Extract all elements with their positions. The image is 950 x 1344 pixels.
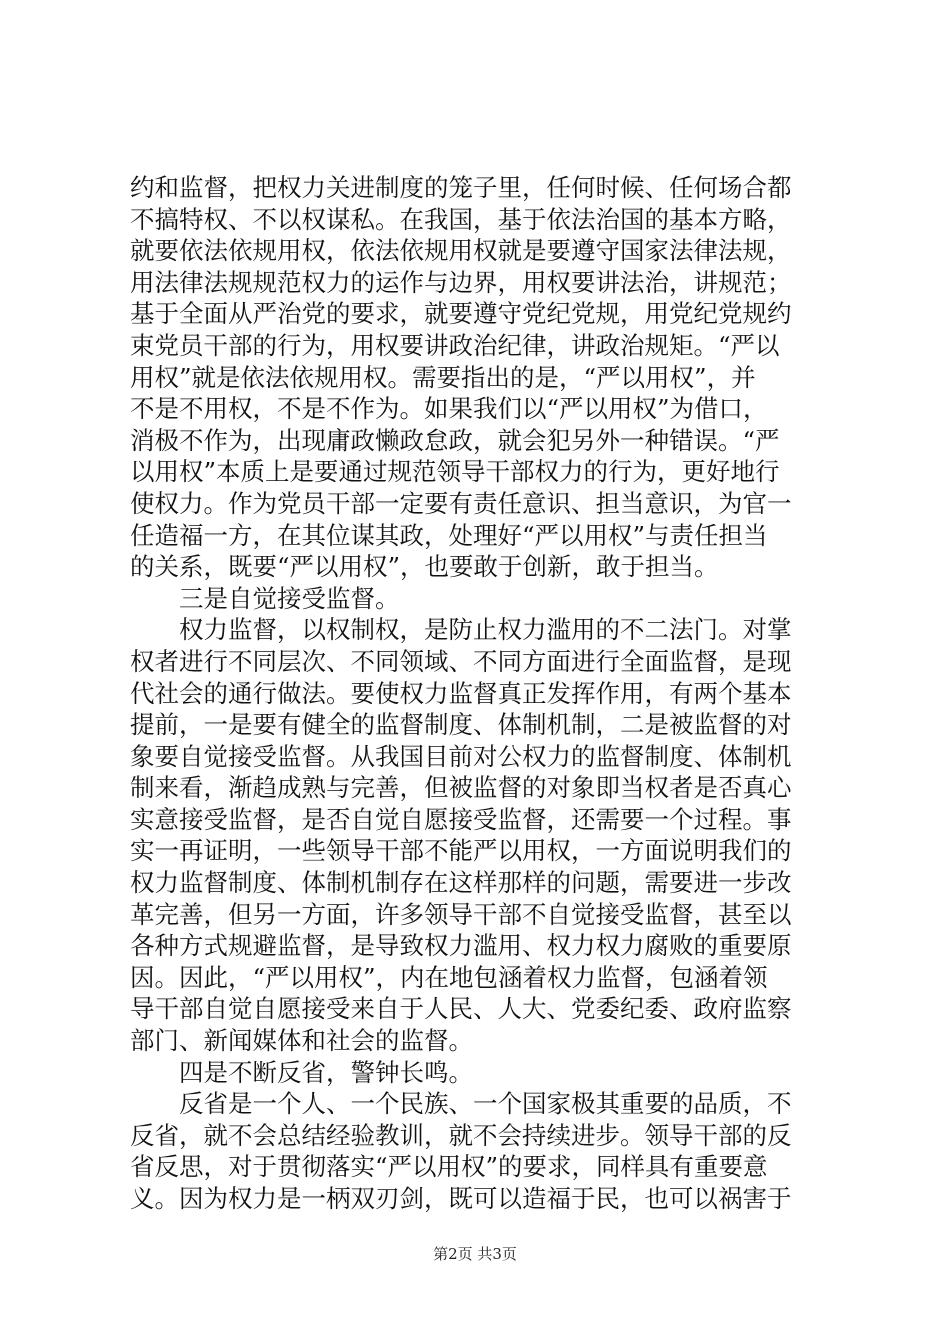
text-line: 四是不断反省，警钟长鸣。 [130,1057,473,1087]
text-line: 用权”就是依法依规用权。需要指出的是，“严以用权”，并 [130,362,756,392]
body-text [130,172,830,1215]
text-line: 实意接受监督，是否自觉自愿接受监督，还需要一个过程。事 [130,804,792,834]
text-line: 以用权”本质上是要通过规范领导干部权力的行为，更好地行 [130,457,780,487]
text-line: 代社会的通行做法。要使权力监督真正发挥作用，有两个基本 [130,678,792,708]
text-line: 各种方式规避监督，是导致权力滥用、权力权力腐败的重要原 [130,931,792,961]
text-line: 反省是一个人、一个民族、一个国家极其重要的品质，不 [130,1089,792,1119]
text-line: 用法律法规规范权力的运作与边界，用权要讲法治，讲规范； [130,267,792,297]
page-footer: 第2页 共3页 [433,1245,517,1263]
text-line: 省反思，对于贯彻落实“严以用权”的要求，同样具有重要意 [130,1152,768,1182]
text-line: 不搞特权、不以权谋私。在我国，基于依法治国的基本方略， [130,204,792,234]
text-line: 就要依法依规用权，依法依规用权就是要遵守国家法律法规， [130,236,792,266]
text-line: 基于全面从严治党的要求，就要遵守党纪党规，用党纪党规约 [130,299,792,329]
text-line: 束党员干部的行为，用权要讲政治纪律，讲政治规矩。“严以 [130,330,780,360]
text-line: 义。因为权力是一柄双刃剑，既可以造福于民，也可以祸害于 [130,1184,792,1213]
text-line: 任造福一方，在其位谋其政，处理好“严以用权”与责任担当 [130,520,768,550]
text-line: 革完善，但另一方面，许多领导干部不自觉接受监督，甚至以 [130,899,792,929]
text-line: 权力监督制度、体制机制存在这样那样的问题，需要进一步改 [130,868,792,898]
text-line: 制来看，渐趋成熟与完善，但被监督的对象即当权者是否真心 [130,773,792,803]
text-line: 提前，一是要有健全的监督制度、体制机制，二是被监督的对 [130,710,792,740]
text-line: 消极不作为，出现庸政懒政怠政，就会犯另外一种错误。“严 [130,425,780,455]
text-line: 部门、新闻媒体和社会的监督。 [130,1026,473,1056]
text-line: 不是不用权，不是不作为。如果我们以“严以用权”为借口， [130,394,768,424]
text-line: 反省，就不会总结经验教训，就不会持续进步。领导干部的反 [130,1120,792,1150]
text-line: 实一再证明，一些领导干部不能严以用权，一方面说明我们的 [130,836,792,866]
text-line: 三是自觉接受监督。 [130,583,400,613]
text-line: 约和监督，把权力关进制度的笼子里，任何时候、任何场合都 [130,173,792,202]
text-line: 导干部自觉自愿接受来自于人民、人大、党委纪委、政府监察 [130,994,792,1024]
text-line: 因。因此，“严以用权”，内在地包涵着权力监督，包涵着领 [130,962,768,992]
text-line: 权力监督，以权制权，是防止权力滥用的不二法门。对掌 [130,615,792,645]
text-line: 象要自觉接受监督。从我国目前对公权力的监督制度、体制机 [130,741,792,771]
text-line: 使权力。作为党员干部一定要有责任意识、担当意识，为官一 [130,488,792,518]
text-line: 权者进行不同层次、不同领域、不同方面进行全面监督，是现 [130,646,792,676]
text-line: 的关系，既要“严以用权”，也要敢于创新，敢于担当。 [130,552,719,582]
